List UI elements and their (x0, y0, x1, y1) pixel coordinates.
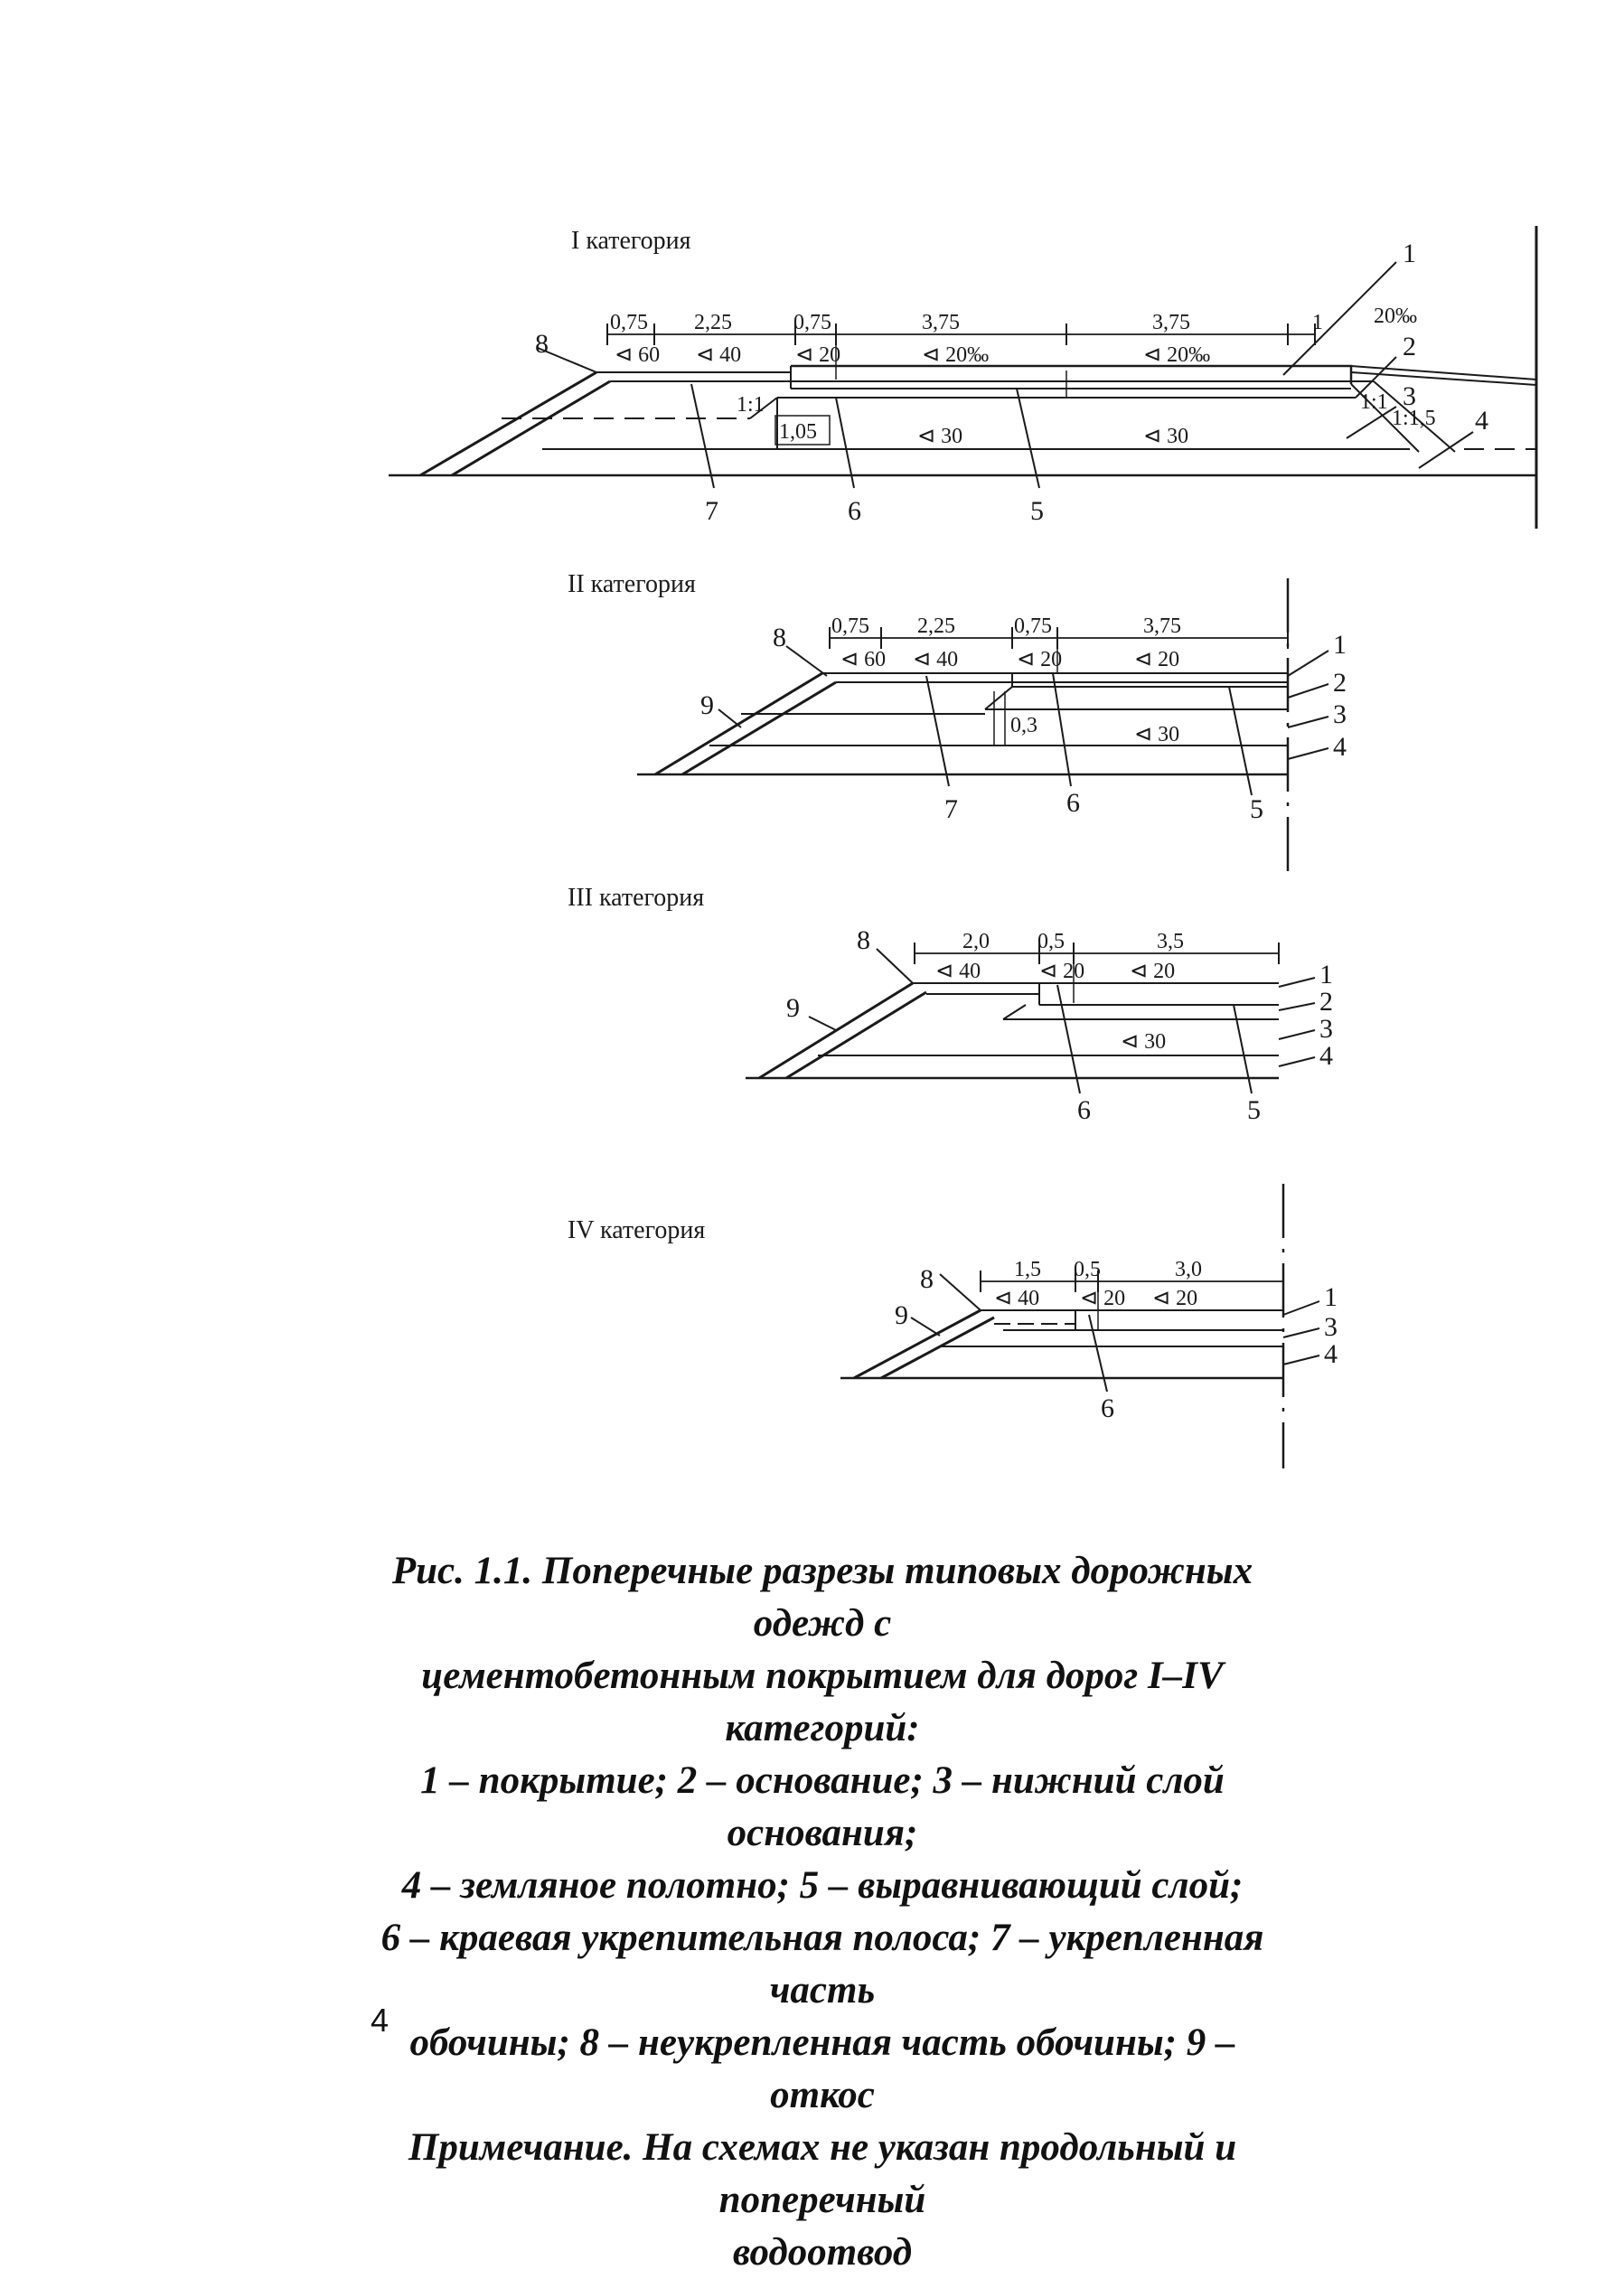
slope-label: ⊲ 20‰ (1143, 343, 1211, 367)
leader-3 (1288, 717, 1328, 727)
slope-label: ⊲ 30 (1134, 723, 1180, 746)
section-title: I категория (571, 227, 691, 255)
leader-4 (1288, 748, 1328, 759)
leader-6 (1053, 673, 1071, 786)
dim-label: 0,5 (1037, 930, 1065, 953)
label-number: 1 (1403, 239, 1416, 268)
caption-line: Примечание. На схемах не указан продольный и поперечный (408, 2126, 1237, 2221)
slope-label: ⊲ 40 (994, 1287, 1040, 1310)
slope-label: ⊲ 20 (1130, 960, 1176, 983)
inner-label: 1,05 (779, 420, 817, 444)
label-number: 4 (1475, 406, 1488, 436)
leader-4 (1279, 1057, 1315, 1066)
dim-label: 0,75 (610, 311, 648, 334)
caption-line: 6 – краевая укрепительная полоса; 7 – укрепленная часть (380, 1917, 1264, 2012)
slope-label: ⊲ 40 (935, 960, 981, 983)
leader-1 (1279, 978, 1315, 987)
leader-2 (1288, 684, 1328, 698)
label-number: 5 (1030, 496, 1044, 526)
label-number: 5 (1247, 1095, 1261, 1125)
label-number: 9 (700, 690, 714, 720)
step-slope (1003, 1005, 1026, 1019)
slope-label: ⊲ 30 (917, 425, 963, 448)
leader-5 (1017, 389, 1039, 488)
label-number: 2 (1319, 987, 1333, 1017)
dim-label: 2,25 (694, 311, 732, 334)
label-number: 2 (1403, 332, 1416, 361)
inner-label: 1:1,5 (1392, 407, 1436, 430)
slope-label: 20‰ (1374, 305, 1417, 328)
section-category-3 (568, 884, 1333, 1125)
label-number: 9 (895, 1300, 908, 1330)
dim-label: 3,75 (1152, 311, 1190, 334)
dim-label: 0,75 (793, 311, 831, 334)
slope-label: ⊲ 20 (1017, 648, 1063, 671)
label-number: 8 (920, 1264, 934, 1294)
label-number: 5 (1250, 794, 1263, 824)
leader-3 (1279, 1030, 1315, 1039)
leader-7 (926, 676, 949, 786)
section-title: II категория (568, 570, 696, 598)
dim-label: 1,5 (1014, 1258, 1041, 1281)
label-number: 3 (1333, 699, 1347, 729)
slope-label: ⊲ 60 (840, 648, 887, 671)
label-number: 6 (1066, 788, 1080, 818)
outer-slope (420, 372, 596, 475)
label-number: 8 (773, 623, 786, 652)
label-number: 3 (1324, 1312, 1338, 1342)
dim-label: 0,75 (1014, 614, 1052, 638)
label-number: 8 (857, 925, 870, 955)
slope-label: ⊲ 20 (1080, 1287, 1126, 1310)
label-number: 6 (848, 496, 861, 526)
inner-label: 1:1 (1360, 390, 1388, 414)
slope-label: ⊲ 40 (913, 648, 959, 671)
figure-caption (361, 1545, 1283, 2279)
inner-label: 0,3 (1010, 714, 1037, 737)
dim-label: 3,5 (1157, 930, 1184, 953)
leader-8 (877, 949, 913, 983)
slope-label: ⊲ 20 (1039, 960, 1085, 983)
label-number: 1 (1333, 630, 1347, 660)
label-number: 3 (1403, 381, 1416, 411)
dim-label: 1 (1312, 311, 1323, 334)
label-number: 4 (1319, 1041, 1333, 1071)
right-shoulder-surface (1351, 366, 1536, 380)
slope-label: ⊲ 30 (1143, 425, 1189, 448)
inner-slope (452, 381, 610, 475)
dim-label: 3,75 (1143, 614, 1181, 638)
caption-line: обочины; 8 – неукрепленная часть обочины; 9 – откос (409, 2021, 1235, 2116)
leader-2 (1279, 1003, 1315, 1010)
outer-slope (655, 673, 822, 774)
slope-label: ⊲ 20‰ (922, 343, 990, 367)
label-number: 6 (1077, 1095, 1091, 1125)
section-category-2 (568, 570, 1347, 877)
leader-5 (1229, 687, 1252, 795)
leader-8 (786, 646, 827, 676)
dim-label: 2,25 (917, 614, 955, 638)
label-number: 7 (705, 496, 718, 526)
inner-slope (786, 992, 926, 1078)
dim-label: 3,0 (1175, 1258, 1202, 1281)
leader-8 (940, 1274, 981, 1310)
label-number: 8 (535, 329, 549, 359)
caption-line: 1 – покрытие; 2 – основание; 3 – нижний слой основания; (420, 1759, 1225, 1854)
leader-7 (691, 384, 714, 488)
slope-label: ⊲ 60 (615, 343, 661, 367)
dim-label: 0,5 (1074, 1258, 1101, 1281)
dim-label: 3,75 (922, 311, 960, 334)
leader-9 (809, 1017, 836, 1030)
leader-9 (911, 1318, 940, 1336)
section-title: IV категория (568, 1216, 706, 1244)
leader-1 (1283, 1301, 1319, 1315)
label-number: 9 (786, 993, 800, 1023)
slope-label: ⊲ 20 (1152, 1287, 1198, 1310)
label-number: 7 (944, 794, 958, 824)
slope-label: ⊲ 30 (1121, 1030, 1167, 1054)
label-number: 2 (1333, 668, 1347, 698)
slope-label: ⊲ 40 (696, 343, 742, 367)
dim-label: 2,0 (962, 930, 990, 953)
leader-3 (1283, 1328, 1319, 1337)
slope-label: ⊲ 20 (795, 343, 841, 367)
section-title: III категория (568, 884, 705, 912)
label-number: 4 (1324, 1339, 1338, 1369)
page-number: 4 (371, 2002, 390, 2039)
inner-label: 1:1 (737, 393, 765, 417)
leader-4 (1283, 1355, 1319, 1365)
label-number: 3 (1319, 1014, 1333, 1044)
section-category-1 (389, 226, 1536, 529)
section-category-4 (568, 1184, 1338, 1468)
step-slope (985, 687, 1012, 709)
dim-label: 0,75 (831, 614, 869, 638)
outer-slope (759, 983, 913, 1078)
label-number: 6 (1101, 1393, 1114, 1423)
caption-line: Рис. 1.1. Поперечные разрезы типовых дорожных одежд с (391, 1550, 1253, 1645)
label-number: 1 (1319, 960, 1333, 989)
slope-label: ⊲ 20 (1134, 648, 1180, 671)
caption-line: цементобетонным покрытием для дорог I–IV категорий: (421, 1655, 1224, 1749)
label-number: 1 (1324, 1282, 1338, 1312)
label-number: 4 (1333, 732, 1347, 762)
caption-line: водоотвод (732, 2231, 913, 2274)
leader-1 (1288, 651, 1328, 676)
leader-5 (1234, 1005, 1252, 1093)
caption-line: 4 – земляное полотно; 5 – выравнивающий слой; (401, 1864, 1244, 1907)
leader-9 (718, 709, 741, 727)
